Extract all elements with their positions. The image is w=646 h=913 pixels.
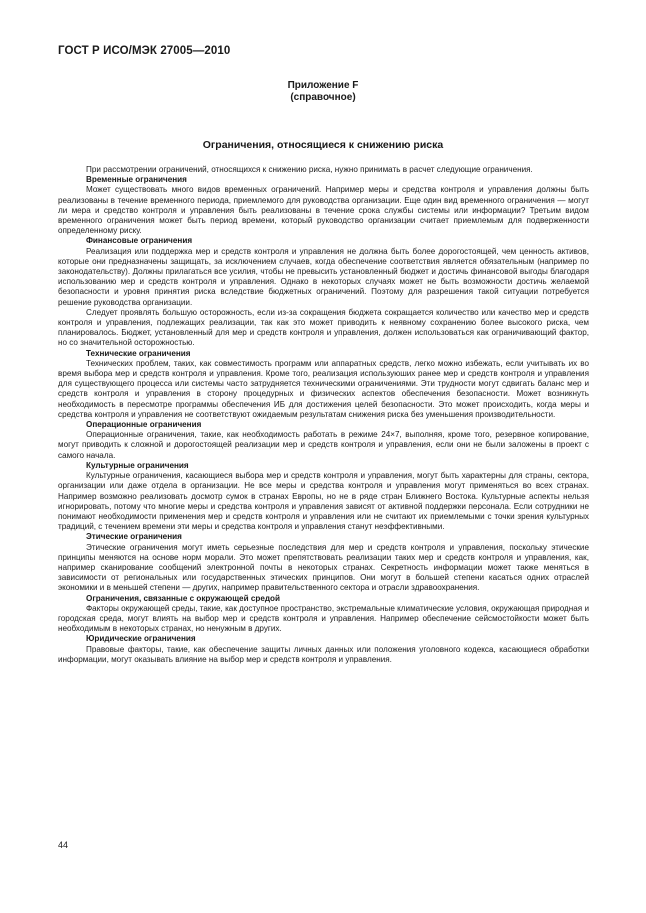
annex-title: Приложение F [287, 80, 359, 91]
paragraph: Технических проблем, таких, как совместимость программ или аппаратных средств, легко можно избежать, если учитывать их во время выбора мер и средств контроля и управления. Кроме того, реализация используюших ранее мер и средств контроля и управления для существующего процесса или системы часто затрудняется техническими ограничениями. Эти трудности могут сдвигать баланс мер и средств контроля и управления в сторону процедурных и физических аспектов обеспечения безопасности. Может возникнуть необходимость в пересмотре программы обеспечения ИБ для достижения целей безопасности. Это может происходить, когда меры и средства контроля и управления не соответствуют ожидаемым результатам снижения риска без уменьшения производительности. [58, 358, 589, 419]
paragraph: Реализация или поддержка мер и средств контроля и управления не должна быть более дорогостоящей, чем ценность активов, которые они предназначены защищать, за исключением случаев, когда обеспечение соответствия является обязательным (например по законодательству). Должны прилагаться все усилия, чтобы не превысить установленный бюджет и достичь финансовой выгоды благодаря использованию мер и средств контроля и управления. Однако в некоторых случаях может не быть возможности достичь желаемой безопасности и уровня принятия риска вследствие бюджетных ограничений. Поэтому для разрешения такой ситуации потребуется решение руководства организации. [58, 246, 589, 307]
paragraph: Правовые факторы, такие, как обеспечение защиты личных данных или положения уголовного кодекса, касающиеся обработки информации, могут оказывать влияние на выбор мер и средств контроля и управления. [58, 644, 589, 664]
subsection-heading: Операционные ограничения [86, 420, 202, 430]
subsection-heading: Временные ограничения [86, 175, 187, 185]
subsection-heading: Технические ограничения [86, 348, 191, 358]
subsection-heading: Этические ограничения [86, 532, 182, 542]
body-text [58, 165, 589, 665]
paragraph: Следует проявлять большую осторожность, если из-за сокращения бюджета сокращается количество или качество мер и средств контроля и управления, подлежащих реализации, так как это может приводить к неявному сохранению более высокого риска, чем планировалось. Бюджет, установленный для мер и средств контроля и управления, должен использоваться как ограничивающий фактор, но со значительной осторожностью. [58, 307, 589, 348]
paragraph: Может существовать много видов временных ограничений. Например меры и средства контроля и управления должны быть реализованы в течение временного периода, приемлемого для руководства организации. Еще один вид временного ограничения — могут ли мера и средство контроля и управления быть реализованы в течение срока службы системы или информации? Третьим видом временного ограничения может быть период времени, который руководство организации считает приемлемым для подверженности определенному риску. [58, 185, 589, 236]
paragraph: Этические ограничения могут иметь серьезные последствия для мер и средств контроля и управления, поскольку этические принципы меняются на основе норм морали. Это может препятствовать реализации таких мер и средств контроля и управления, как, например сканирование сообщений электронной почты в некоторых странах. Секретность информации может также меняться в зависимости от региональных или государственных этических принципов. Они могут в большей степени касаться одних отраслей экономики и в меньшей степени — других, например правительственного сектора и отрасли здравоохранения. [58, 542, 589, 593]
paragraph: Факторы окружающей среды, такие, как доступное пространство, экстремальные климатические условия, окружающая природная и городская среда, могут влиять на выбор мер и средств контроля и управления. Например обеспечение сейсмостойкости может быть необходимым в некоторых странах, но ненужным в других. [58, 603, 589, 634]
subsection-heading: Финансовые ограничения [86, 236, 193, 246]
document-header: ГОСТ Р ИСО/МЭК 27005—2010 [58, 45, 231, 57]
paragraph: Операционные ограничения, такие, как необходимость работать в режиме 24×7, выполняя, кроме того, резервное копирование, могут приводить к сложной и дорогостоящей реализации мер и средств контроля и управления, если они не были заложены в проект с самого начала. [58, 430, 589, 460]
section-title: Ограничения, относящиеся к снижению риска [202, 139, 444, 151]
subsection-heading: Юридические ограничения [86, 634, 196, 644]
annex-note: (справочное) [290, 92, 356, 103]
subsection-heading: Культурные ограничения [86, 460, 189, 470]
paragraph: Культурные ограничения, касающиеся выбора мер и средств контроля и управления, могут быть характерны для страны, сектора, организации или даже отдела в организации. Не все меры и средства контроля и управления могут применяться во всех странах. Например возможно реализовать досмотр сумок в странах Европы, но не в ряде стран Ближнего Востока. Культурные аспекты нельзя игнорировать, потому что многие меры и средства контроля и управления зависят от активной поддержки персонала. Если сотрудники не понимают необходимости применения мер и средств контроля и управления или не считают их приемлемыми с точки зрения культурных традиций, с течением времени эти меры и средства контроля и управления станут неэффективными. [58, 471, 589, 532]
subsection-heading: Ограничения, связанные с окружающей средой [86, 593, 280, 603]
paragraph: При рассмотрении ограничений, относящихся к снижению риска, нужно принимать в расчет следующие ограничения. [86, 165, 533, 174]
annex-heading [0, 80, 646, 104]
page-number: 44 [58, 840, 69, 850]
